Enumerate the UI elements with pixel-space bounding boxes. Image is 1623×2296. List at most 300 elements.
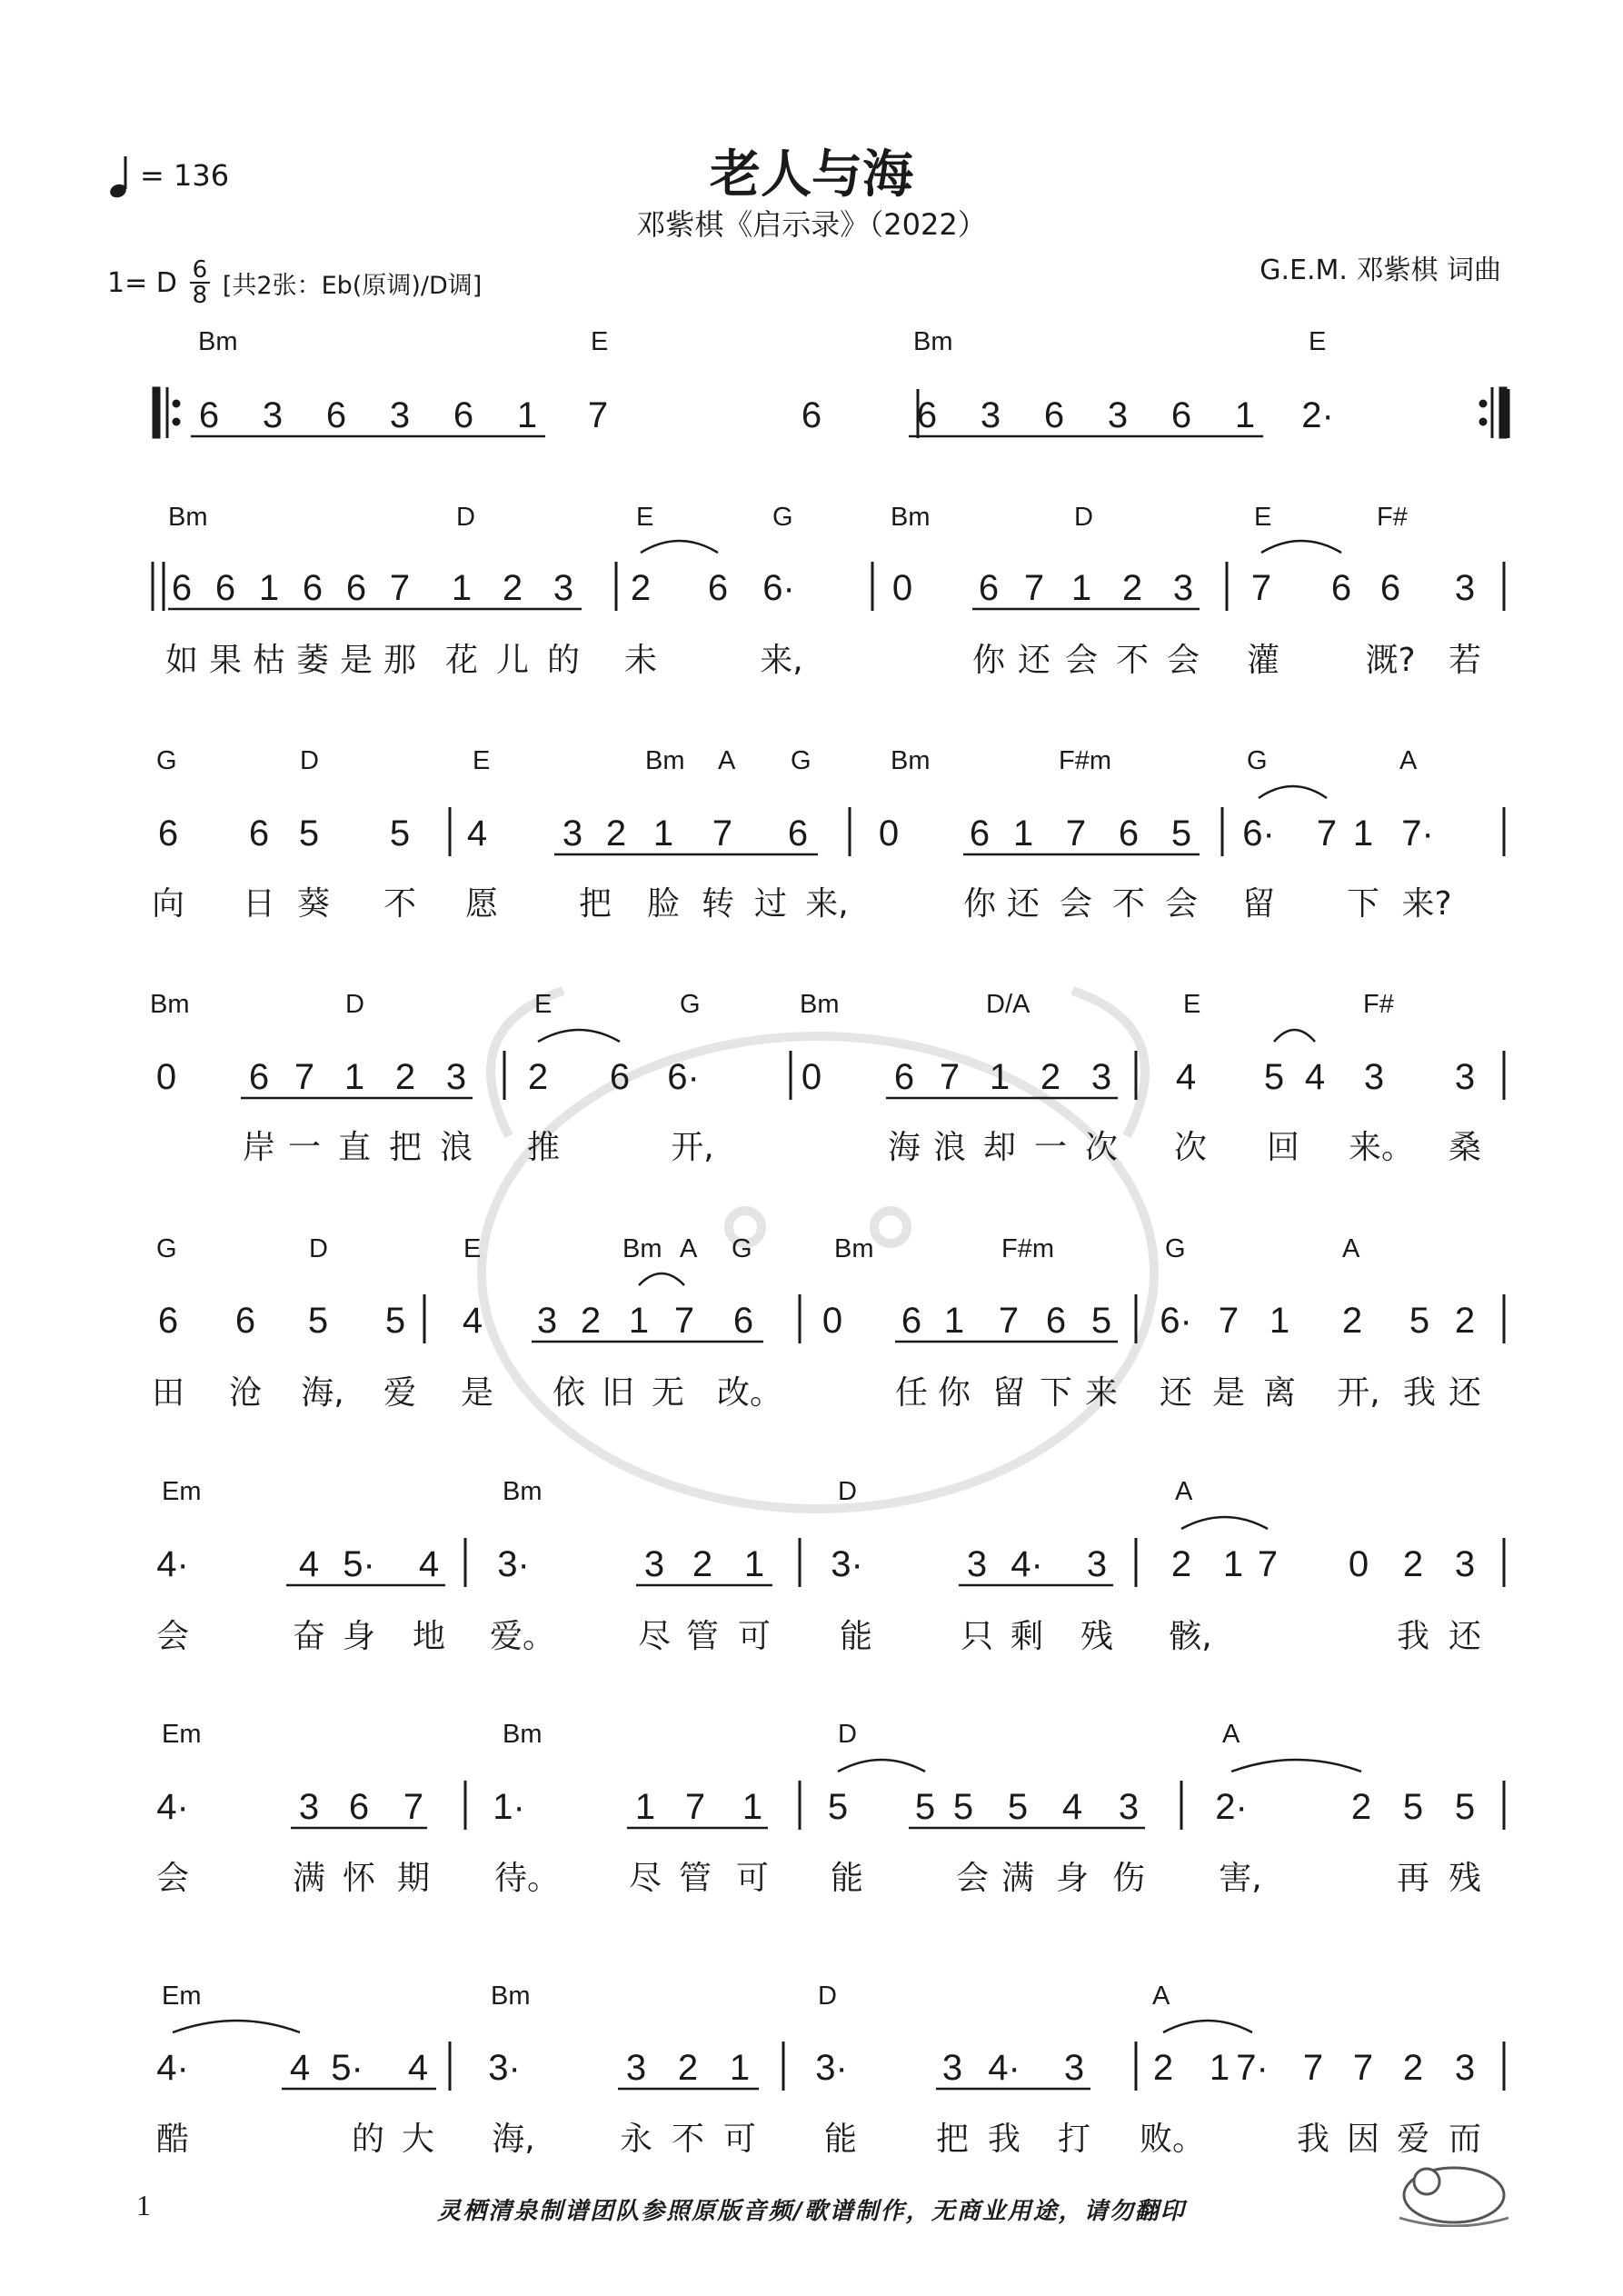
note: 3 xyxy=(1454,568,1476,608)
lyric-char: 下 xyxy=(1039,1374,1073,1412)
note: 7 xyxy=(1218,1301,1240,1341)
note: 6 xyxy=(248,814,270,854)
note: 3 xyxy=(941,2048,963,2088)
note: 7 xyxy=(1065,814,1087,854)
lyric-char: 次 xyxy=(1173,1129,1208,1166)
note: 6 xyxy=(732,1301,754,1341)
lyric-char: 能 xyxy=(839,1618,873,1655)
slur xyxy=(1163,2021,1252,2032)
note: 5 xyxy=(1263,1057,1285,1097)
note: 6 xyxy=(1170,395,1192,435)
note: 7 xyxy=(684,1787,706,1827)
lyric-char: 开, xyxy=(1337,1374,1380,1412)
note: 4 xyxy=(1175,1057,1197,1097)
note: 1 xyxy=(634,1787,656,1827)
lyric-char: 期 xyxy=(396,1860,431,1897)
lyric-char: 的 xyxy=(351,2121,385,2158)
lyric-char: 爱 xyxy=(383,1374,417,1412)
lyric-char: 满 xyxy=(1001,1860,1035,1897)
note: 1 xyxy=(729,2048,751,2088)
lyric-char: 满 xyxy=(292,1860,326,1897)
chord-symbol: A xyxy=(680,1234,698,1263)
note: 3 xyxy=(980,395,1001,435)
note: 6 xyxy=(157,814,179,854)
note: 2 xyxy=(394,1057,416,1097)
lyric-char: 一 xyxy=(287,1129,322,1166)
lyric-char: 海 xyxy=(887,1129,921,1166)
note: 6 xyxy=(1118,814,1140,854)
lyric-char: 打 xyxy=(1057,2121,1091,2158)
note: 1 xyxy=(943,1301,965,1341)
note: 5· xyxy=(331,2048,363,2088)
lyric-char: 而 xyxy=(1448,2121,1482,2158)
note: 4· xyxy=(156,2048,189,2088)
lyric-char: 如 xyxy=(164,642,199,679)
lyric-char: 可 xyxy=(735,1860,770,1897)
note: 6 xyxy=(348,1787,370,1827)
lyric-char: 尽 xyxy=(628,1860,662,1897)
chord-symbol: G xyxy=(156,1234,177,1263)
lyric-char: 我 xyxy=(1296,2121,1330,2158)
lyric-char: 来, xyxy=(760,642,803,679)
chord-symbol: F# xyxy=(1363,990,1394,1019)
lyric-char: 是 xyxy=(1211,1374,1246,1412)
lyric-char: 地 xyxy=(412,1618,446,1655)
note: 3 xyxy=(625,2048,647,2088)
note: 1 xyxy=(451,568,473,608)
chord-symbol: G xyxy=(772,503,793,532)
note: 7 xyxy=(1316,814,1338,854)
note: 2 xyxy=(527,1057,549,1097)
lyric-char: 还 xyxy=(1448,1618,1482,1655)
chord-symbol: D xyxy=(838,1720,857,1749)
chord-symbol: E xyxy=(463,1234,482,1263)
note: 6 xyxy=(1043,395,1065,435)
note: 3 xyxy=(1090,1057,1112,1097)
note: 6 xyxy=(893,1057,915,1097)
chord-symbol: G xyxy=(732,1234,752,1263)
note: 6 xyxy=(453,395,474,435)
note: 6 xyxy=(978,568,1000,608)
lyric-char: 浪 xyxy=(932,1129,967,1166)
note: 6 xyxy=(302,568,324,608)
lyric-char: 会 xyxy=(955,1860,990,1897)
note: 0 xyxy=(878,814,900,854)
chord-symbol: E xyxy=(534,990,553,1019)
note: 6 xyxy=(325,395,347,435)
note: 2 xyxy=(1341,1301,1363,1341)
lyric-char: 不 xyxy=(383,885,417,923)
lyric-char: 来 xyxy=(1084,1374,1119,1412)
note: 6 xyxy=(1330,568,1352,608)
chord-symbol: F# xyxy=(1377,503,1408,532)
lyric-char: 只 xyxy=(960,1618,994,1655)
lyric-char: 离 xyxy=(1262,1374,1297,1412)
lyric-char: 旧 xyxy=(601,1374,635,1412)
lyric-char: 害, xyxy=(1219,1860,1262,1897)
lyric-char: 溉? xyxy=(1365,642,1416,679)
note: 7 xyxy=(1250,568,1272,608)
note: 4· xyxy=(1011,1544,1043,1584)
lyric-char: 岸 xyxy=(242,1129,276,1166)
chord-symbol: F#m xyxy=(1001,1234,1054,1263)
chord-symbol: E xyxy=(1254,503,1272,532)
note: 3· xyxy=(488,2048,521,2088)
note: 4 xyxy=(289,2048,311,2088)
lyric-char: 败。 xyxy=(1139,2121,1206,2158)
note: 2· xyxy=(1215,1787,1248,1827)
note: 3 xyxy=(1172,568,1194,608)
note: 4 xyxy=(418,1544,440,1584)
lyric-char: 依 xyxy=(552,1374,586,1412)
chord-symbol: Bm xyxy=(622,1234,662,1263)
lyric-char: 会 xyxy=(155,1618,190,1655)
chord-symbol: Bm xyxy=(168,503,208,532)
note: 3 xyxy=(262,395,284,435)
chord-symbol: G xyxy=(680,990,701,1019)
repeat-end-thick xyxy=(1499,387,1507,438)
note: 5 xyxy=(1170,814,1192,854)
slur xyxy=(838,1760,925,1772)
tempo-value: = 136 xyxy=(140,158,230,193)
lyric-char: 会 xyxy=(1059,885,1093,923)
chord-symbol: A xyxy=(718,746,736,775)
lyric-char: 会 xyxy=(1164,885,1199,923)
note: 6 xyxy=(198,395,220,435)
lyric-char: 你 xyxy=(962,885,997,923)
note: 7 xyxy=(294,1057,315,1097)
note: 3 xyxy=(445,1057,467,1097)
note: 4 xyxy=(462,1301,483,1341)
note: 7 xyxy=(403,1787,424,1827)
logo-sheep-icon xyxy=(1390,2145,1518,2227)
chord-symbol: G xyxy=(1247,746,1268,775)
chord-symbol: Bm xyxy=(800,990,840,1019)
lyric-char: 田 xyxy=(151,1374,185,1412)
lyric-char: 愿 xyxy=(464,885,499,923)
chord-symbol: F#m xyxy=(1059,746,1111,775)
lyric-char: 还 xyxy=(1159,1374,1193,1412)
note: 6 xyxy=(345,568,367,608)
note: 6· xyxy=(1160,1301,1192,1341)
note: 1 xyxy=(743,1544,765,1584)
copyright-notice: 灵栖清泉制谱团队参照原版音频/歌谱制作，无商业用途，请勿翻印 xyxy=(437,2198,1186,2225)
note: 1 xyxy=(742,1787,763,1827)
lyric-char: 不 xyxy=(1115,642,1150,679)
lyric-char: 留 xyxy=(991,1374,1026,1412)
time-bottom: 8 xyxy=(192,282,208,309)
note: 7 xyxy=(1302,2048,1324,2088)
lyric-char: 酷 xyxy=(155,2121,190,2158)
note: 2 xyxy=(1402,1544,1424,1584)
page-number: 1 xyxy=(136,2189,151,2221)
note: 4 xyxy=(407,2048,429,2088)
note: 4 xyxy=(1304,1057,1326,1097)
note: 3 xyxy=(1363,1057,1385,1097)
lyric-char: 脸 xyxy=(646,885,681,923)
chord-symbol: Bm xyxy=(913,327,953,356)
note: 4· xyxy=(988,2048,1021,2088)
note: 3 xyxy=(1086,1544,1108,1584)
chord-symbol: G xyxy=(156,746,177,775)
chord-symbol: D xyxy=(456,503,475,532)
note: 1 xyxy=(516,395,538,435)
lyric-char: 永 xyxy=(619,2121,653,2158)
lyric-char: 骸, xyxy=(1169,1618,1212,1655)
lyric-char: 我 xyxy=(1402,1374,1437,1412)
note: 7 xyxy=(1352,2048,1374,2088)
chord-symbol: D xyxy=(345,990,364,1019)
note: 4 xyxy=(298,1544,320,1584)
chord-symbol: Em xyxy=(162,1720,202,1749)
note: 6 xyxy=(1045,1301,1067,1341)
chord-symbol: Bm xyxy=(834,1234,874,1263)
slur xyxy=(1181,1517,1268,1529)
chord-symbol: A xyxy=(1342,1234,1360,1263)
note: 2 xyxy=(1152,2048,1174,2088)
repeat-dot xyxy=(1479,400,1487,407)
repeat-dot xyxy=(173,400,180,407)
lyric-char: 日 xyxy=(242,885,276,923)
lyric-char: 会 xyxy=(1166,642,1200,679)
lyric-char: 伤 xyxy=(1111,1860,1146,1897)
note: 5 xyxy=(307,1301,329,1341)
note: 2 xyxy=(677,2048,699,2088)
note: 1 xyxy=(1012,814,1034,854)
note: 5 xyxy=(827,1787,849,1827)
lyric-char: 海, xyxy=(301,1374,344,1412)
lyric-char: 把 xyxy=(578,885,612,923)
chord-symbol: D/A xyxy=(986,990,1031,1019)
lyric-char: 留 xyxy=(1241,885,1276,923)
chord-symbol: A xyxy=(1399,746,1418,775)
song-title: 老人与海 xyxy=(710,145,913,205)
chord-symbol: A xyxy=(1222,1720,1240,1749)
lyric-char: 一 xyxy=(1033,1129,1068,1166)
note: 6 xyxy=(609,1057,631,1097)
lyric-char: 是 xyxy=(460,1374,494,1412)
note: 5 xyxy=(384,1301,406,1341)
note: 6 xyxy=(707,568,729,608)
note: 3 xyxy=(536,1301,558,1341)
note: 1· xyxy=(493,1787,525,1827)
lyric-char: 花 xyxy=(444,642,479,679)
chord-symbol: G xyxy=(1165,1234,1186,1263)
note: 6 xyxy=(916,395,938,435)
note: 5 xyxy=(1007,1787,1029,1827)
key-label: 1= D xyxy=(107,266,177,299)
note: 3 xyxy=(1454,2048,1476,2088)
chord-symbol: A xyxy=(1152,1982,1170,2011)
chord-symbol: A xyxy=(1175,1477,1193,1506)
note: 3 xyxy=(643,1544,665,1584)
note: 2 xyxy=(1170,1544,1192,1584)
note: 0 xyxy=(801,1057,822,1097)
time-top: 6 xyxy=(192,256,208,284)
note: 3 xyxy=(1063,2048,1085,2088)
lyric-char: 残 xyxy=(1448,1860,1482,1897)
lyric-char: 次 xyxy=(1084,1129,1119,1166)
note: 3 xyxy=(553,568,574,608)
lyric-char: 可 xyxy=(722,2121,757,2158)
note: 3 xyxy=(1118,1787,1140,1827)
note: 3 xyxy=(966,1544,988,1584)
chord-symbol: Bm xyxy=(891,503,931,532)
note: 3· xyxy=(497,1544,530,1584)
note: 5 xyxy=(389,814,411,854)
lyric-char: 身 xyxy=(342,1618,376,1655)
chord-symbol: E xyxy=(591,327,609,356)
lyric-char: 能 xyxy=(830,1860,864,1897)
lyric-char: 怀 xyxy=(342,1860,376,1897)
lyric-char: 果 xyxy=(208,642,243,679)
chord-symbol: Bm xyxy=(503,1477,543,1506)
repeat-dot xyxy=(173,418,180,425)
lyric-char: 却 xyxy=(982,1129,1017,1166)
lyric-char: 葵 xyxy=(296,885,331,923)
lyric-char: 任 xyxy=(894,1374,929,1412)
lyric-char: 我 xyxy=(1396,1618,1430,1655)
note: 6 xyxy=(214,568,236,608)
lyric-char: 那 xyxy=(383,642,417,679)
note: 7 xyxy=(673,1301,695,1341)
chord-symbol: Bm xyxy=(891,746,931,775)
lyric-char: 因 xyxy=(1346,2121,1380,2158)
lyric-char: 奋 xyxy=(292,1618,326,1655)
note: 1 xyxy=(652,814,674,854)
note: 6 xyxy=(248,1057,270,1097)
lyric-char: 会 xyxy=(155,1860,190,1897)
lyric-char: 还 xyxy=(1006,885,1041,923)
lyric-char: 来, xyxy=(805,885,849,923)
lyric-char: 我 xyxy=(987,2121,1021,2158)
slur xyxy=(1231,1760,1361,1772)
slur xyxy=(1274,1030,1315,1042)
lyric-char: 来。 xyxy=(1348,1129,1415,1166)
lyric-char: 不 xyxy=(671,2121,705,2158)
note: 2 xyxy=(1402,2048,1424,2088)
note: 7 xyxy=(998,1301,1020,1341)
note: 3 xyxy=(562,814,583,854)
lyric-char: 爱。 xyxy=(489,1618,556,1655)
lyric-char: 萎 xyxy=(295,642,330,679)
lyric-char: 改。 xyxy=(716,1374,783,1412)
lyric-char: 会 xyxy=(1064,642,1099,679)
note: 5 xyxy=(1402,1787,1424,1827)
note: 5 xyxy=(298,814,320,854)
lyric-char: 待。 xyxy=(493,1860,561,1897)
lyric-char: 的 xyxy=(546,642,581,679)
lyric-char: 灌 xyxy=(1246,642,1280,679)
note: 3 xyxy=(298,1787,320,1827)
note: 7 xyxy=(389,568,411,608)
note: 1 xyxy=(344,1057,365,1097)
note: 7 xyxy=(939,1057,961,1097)
note: 0 xyxy=(1348,1544,1369,1584)
note: 1 xyxy=(258,568,280,608)
note: 2 xyxy=(692,1544,713,1584)
lyric-char: 开, xyxy=(671,1129,714,1166)
lyric-char: 爱 xyxy=(1396,2121,1430,2158)
note: 2 xyxy=(630,568,652,608)
note: 2 xyxy=(1350,1787,1372,1827)
slur xyxy=(639,1273,684,1285)
note: 1 xyxy=(1352,814,1374,854)
note: 3 xyxy=(1107,395,1129,435)
note: 3 xyxy=(1454,1057,1476,1097)
chord-symbol: E xyxy=(636,503,654,532)
note: 0 xyxy=(821,1301,843,1341)
lyric-char: 推 xyxy=(526,1129,561,1166)
chord-symbol: Bm xyxy=(503,1720,543,1749)
chord-symbol: Bm xyxy=(150,990,190,1019)
note: 6· xyxy=(1242,814,1275,854)
slur xyxy=(173,2021,300,2032)
slur xyxy=(1259,786,1327,798)
note: 6 xyxy=(1379,568,1401,608)
lyric-char: 再 xyxy=(1396,1860,1430,1897)
note: 6 xyxy=(157,1301,179,1341)
lyric-char: 过 xyxy=(753,885,788,923)
lyric-char: 能 xyxy=(823,2121,858,2158)
lyric-char: 尽 xyxy=(637,1618,672,1655)
note: 6· xyxy=(762,568,795,608)
note: 1 xyxy=(1234,395,1256,435)
song-subtitle: 邓紫棋《启示录》（2022） xyxy=(636,207,987,242)
chord-symbol: D xyxy=(309,1234,328,1263)
note: 5 xyxy=(914,1787,936,1827)
lyric-char: 剩 xyxy=(1010,1618,1044,1655)
lyric-char: 浪 xyxy=(439,1129,473,1166)
slur xyxy=(1261,541,1341,553)
slur xyxy=(538,1030,620,1042)
repeat-start-thick xyxy=(153,387,160,438)
chord-symbol: Em xyxy=(162,1477,202,1506)
chord-symbol: D xyxy=(838,1477,857,1506)
chord-symbol: Bm xyxy=(491,1982,531,2011)
lyric-char: 不 xyxy=(1111,885,1146,923)
note: 2 xyxy=(1040,1057,1061,1097)
lyric-char: 来? xyxy=(1401,885,1452,923)
note: 7· xyxy=(1236,2048,1269,2088)
note: 3· xyxy=(815,2048,848,2088)
chord-symbol: E xyxy=(1309,327,1327,356)
note: 6 xyxy=(901,1301,922,1341)
lyric-char: 枯 xyxy=(252,642,286,679)
repeat-dot xyxy=(1479,418,1487,425)
note: 5· xyxy=(343,1544,375,1584)
chord-symbol: G xyxy=(791,746,812,775)
lyric-char: 残 xyxy=(1080,1618,1114,1655)
note: 5 xyxy=(1409,1301,1430,1341)
chord-symbol: D xyxy=(300,746,319,775)
note: 1 xyxy=(989,1057,1011,1097)
note: 4· xyxy=(156,1787,189,1827)
lyric-char: 把 xyxy=(388,1129,423,1166)
lyric-char: 海, xyxy=(492,2121,535,2158)
note: 2 xyxy=(1121,568,1143,608)
note: 2 xyxy=(1454,1301,1476,1341)
lyric-char: 你 xyxy=(937,1374,971,1412)
lyric-char: 未 xyxy=(623,642,658,679)
note: 3 xyxy=(1454,1544,1476,1584)
note: 1 xyxy=(1070,568,1092,608)
note: 3· xyxy=(831,1544,863,1584)
note: 4 xyxy=(1061,1787,1083,1827)
chord-symbol: D xyxy=(1074,503,1093,532)
lyric-char: 把 xyxy=(935,2121,970,2158)
lyric-char: 你 xyxy=(971,642,1006,679)
